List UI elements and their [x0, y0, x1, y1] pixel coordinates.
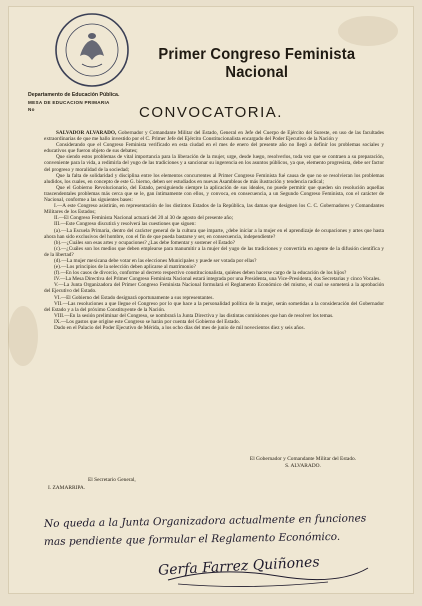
secretary-name: I. ZAMARRIPA. [48, 485, 86, 491]
base-item: I.—A este Congreso asistirán, en representación de los distintos Estados de la República, las damas que designen los C. C. Gobernadores y Comandantes Militares de los Estados; [44, 203, 384, 216]
paper-stain [338, 16, 398, 46]
paragraph: Que el Gobierno Revolucionario, del Estado, persiguiendo siempre la aplicación de sus ideales, no puede permitir que queden sin resolución aquellas trascendentales problemas más cerca que se le, gan íntimamente con ellos, y convoca, en consecuencia, a un Segundo Congreso Feminista, con el carácter de Nacional, conforme a las siguientes bases: [44, 184, 384, 204]
paper-stain [8, 306, 38, 366]
state-seal-icon [54, 12, 130, 88]
department-desk: MESA DE EDUCACION PRIMARIA [28, 100, 110, 105]
handwritten-signature: Gerfa Farrez Quiñones [157, 554, 320, 579]
secretary-signature-block [48, 476, 188, 492]
document-page [8, 6, 414, 594]
document-body [44, 130, 384, 331]
paragraph: Considerando que el Congreso Feminista verificado en esta ciudad en el mes de enero del presente año no llegó a definir los problemas sociales y educativos que fueron objeto de sus debates; [44, 142, 384, 155]
question-item: (c).—¿Cuáles son los medios que deben emplearse para manumitir a la mujer del yugo de las tradiciones y convertirla en agente de la difusión científica y de la libertad? [44, 245, 384, 258]
document-title: Primer Congreso Feminista Nacional [158, 46, 356, 81]
governor-signature-block [208, 456, 398, 470]
question-item: (f).—En los casos de divorcio, conforme al decreto respectivo constitucionalista, quiénes deben hacerse cargo de la educación de los hijos? [54, 270, 347, 277]
question-item: (b).—¿Cuáles son esas artes y ocupaciones? ¿Las debe fomentar y sostener el Estado? [54, 239, 235, 246]
department-name: Departamento de Educación Pública. [28, 92, 120, 98]
dated-line: Dado en el Palacio del Poder Ejecutivo de Mérida, a los ocho días del mes de junio de mil novecientos diez y seis años. [54, 325, 305, 331]
paragraph: Que siendo estos problemas de vital importancia para la liberación de la mujer, urge, desde luego, resolverlos, toda vez que se contraen a su preparación, conveniente para la vida, a redimirla del yugo de las tradiciones y a sancionar su ingerencia en los asuntos públicos, ya que, elemento progresista, debe ser factor del progreso y moralidad de la sociedad; [44, 154, 384, 173]
base-item: VIII.—En la sesión preliminar del Congreso, se nombrará la Junta Directiva y las distintas comisiones que han de resolver los temas. [54, 312, 334, 319]
question-item: (e).—Los principios de la selección deben aplicarse al matrimonio? [54, 264, 196, 271]
intro-text: Gobernador y Comandante Militar del Estado, General en Jefe del Cuerpo de Ejército del Sureste, en uso de las facultades extraordinarias de que me hallo investido por el C. Primer Jefe del Ejército Constitucionalista encargado del Poder Ejecutivo de la Nación y [44, 130, 384, 143]
governor-title: El Gobernador y Comandante Militar del Estado. [249, 456, 357, 462]
question-item: (d).—La mujer mexicana debe votar en las elecciones Municipales y puede ser votada por ellas? [54, 257, 257, 264]
base-item: IV.—La Mesa Directiva del Primer Congreso Feminista Nacional estará integrada por una Presidenta, una Vice-Presidenta, dos Secretarias y cinco Vocales. [54, 276, 381, 283]
base-item: IX.—Los gastos que origine este Congreso se harán por cuenta del Gobierno del Estado. [54, 318, 240, 325]
base-item: V.—La Junta Organizadora del Primer Congreso Feminista Nacional formulará el Reglamento Económico del mismo, el cual se someterá a la aprobación del Ejecutivo del Estado. [44, 282, 384, 295]
base-item: VII.—Las resoluciones a que llegue el Congreso por lo que hace a la personalidad política de la mujer, serán sometidas a la consideración del Gobernador del Estado y a la del próximo Constituyente de la Nación. [44, 300, 384, 313]
handwritten-note-line: No queda a la Junta Organizadora actualmente en funciones [43, 512, 367, 530]
governor-name: S. ALVARADO. [285, 463, 321, 469]
secretary-title: El Secretario General, [88, 477, 136, 483]
document-number: No [28, 107, 35, 112]
question-item: (a).—La Escuela Primaria, dentro del carácter general de la cultura que imparte, ¿debe iniciar a la mujer en el aprendizaje de ocupaciones y artes que hasta ahora han sido exclusivos del hombre, con el fin de que pueda bastarse y ser, en consecuencia, independiente? [44, 227, 384, 240]
intro-paragraph [44, 130, 384, 142]
intro-lead: SALVADOR ALVARADO, [56, 130, 117, 136]
convocatoria-heading: CONVOCATORIA. [139, 104, 283, 121]
base-item: III.—Este Congreso discutirá y resolverá las cuestiones que siguen: [54, 221, 196, 228]
base-item: VI.—El Gobierno del Estado designará oportunamente a sus representantes. [54, 294, 214, 301]
paragraph: Que la falta de solidaridad y disciplina entre los elementos concurrentes al Primer Congreso Feminista fué causa de que no se resolvieran los problemas aludidos, los cuales, en concepto de este G. bierno, deben ser estudiados en nuevas Asambleas de más ilustración y tendencia radical; [44, 172, 384, 185]
base-item: II.—El Congreso Feminista Nacional actuará del 20 al 30 de agosto del presente año; [54, 215, 234, 222]
handwritten-note-line: mas pendiente que formular el Reglamento Económico. [43, 530, 341, 548]
